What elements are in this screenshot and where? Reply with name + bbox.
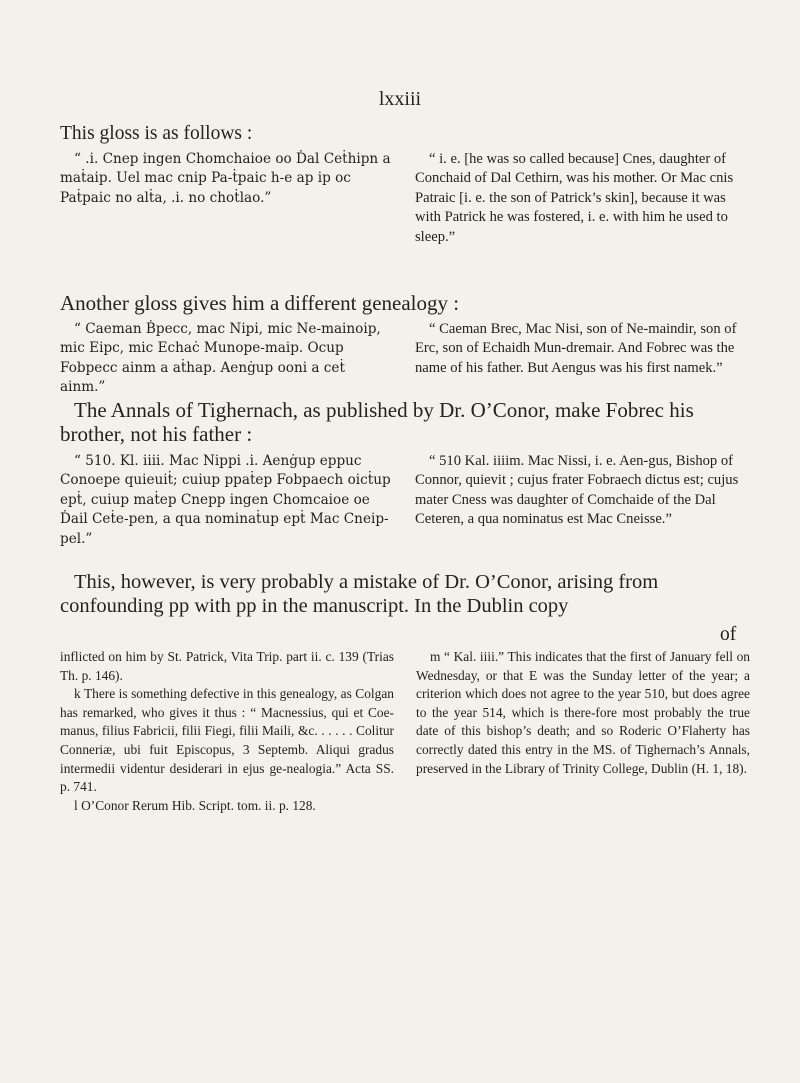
footnote-m: m “ Kal. iiii.” This indicates that the first of January fell on Wednesday, or that E was the Sunday letter of the year; a criterion which does not agree to the year 510, but does agree to the year 514, which is there-fore most probably the true date of this bishop’s death; and so Roderic O’Flaherty has correctly dated this entry in the MS. of Tighernach’s Annals, preserved in the Library of Trinity College, Dublin (H. 1, 18). — [416, 649, 750, 776]
footnotes-right — [416, 648, 750, 815]
gloss-block-1 — [60, 150, 750, 247]
footnotes-left — [60, 648, 394, 815]
english-text-2: “ Caeman Brec, Mac Nisi, son of Ne-maindir, son of Erc, son of Echaidh Mun-dremair. And Fobrec was the name of his father. But Aengus was his first namek.” — [415, 321, 737, 376]
footnote-l: l O’Conor Rerum Hib. Script. tom. ii. p. 128. — [74, 797, 316, 813]
english-text-3: “ 510 Kal. iiiim. Mac Nissi, i. e. Aen-gus, Bishop of Connor, quievit ; cujus frater Fobraech dictus est; cujus mater Cness was daughter of Comchaide of the Dal Ceteren, a qua nominatus est Mac Cneisse.” — [415, 453, 739, 528]
english-text-1: “ i. e. [he was so called because] Cnes, daughter of Conchaid of Dal Cethirn, was his mother. Or Mac cnis Patraic [i. e. the son of Patrick’s skin], because it was with Patrick he was fostered, i. e. with him he used to sleep.” — [415, 151, 734, 245]
irish-text-1: “ .i. Cnep ingen Chomchaioe oo Ḋal Ceṫhipn a maṫaip. Uel mac cnip Pa-ṫpaic h-e ap ip oc Paṫpaic no alṫa, .i. no choṫlao.” — [60, 151, 391, 206]
page-number: lxxiii — [378, 88, 422, 110]
gloss-block-2 — [60, 320, 750, 398]
footnotes — [60, 648, 750, 815]
mistake-paragraph: This, however, is very probably a mistake of Dr. O’Conor, arising from confounding pp with pp in the manuscript. In the Dublin copy — [60, 571, 659, 617]
annals-paragraph: The Annals of Tighernach, as published by Dr. O’Conor, make Fobrec his brother, not his father : — [60, 398, 694, 446]
footnote-continuation: inflicted on him by St. Patrick, Vita Trip. part ii. c. 139 (Trias Th. p. 146). — [60, 649, 394, 683]
irish-text-3: “ 510. Kl. iiii. Mac Nippi .i. Aenġup eppuc Conoepe quieuiṫ; cuiup ppaṫep Fobpaech oicṫup epṫ, cuiup maṫep Cnepp ingen Chomcaioe oe Ḋail Ceṫe-pen, a qua nominaṫup epṫ Mac Cneip-pel.” — [60, 453, 391, 547]
irish-text-2: “ Caeman Ḃpecc, mac Nipi, mic Ne-mainoip, mic Eipc, mic Echaċ Munope-maip. Ocup Fobpecc ainm a aṫhap. Aenġup ooni a ceṫ ainm.” — [60, 321, 381, 396]
footnote-k: k There is something defective in this genealogy, as Colgan has remarked, who gives it thus : “ Macnessius, qui et Coe-manus, filius Fabricii, filii Fiegi, filii Maili, &c. . . . . . Colitur Conneriæ, ubi fuit Episcopus, 3 Septemb. Aliqui gradus intermedii videntur desiderari in ejus ge-nealogia.” Acta SS. p. 741. — [60, 686, 394, 795]
catchword: of — [720, 624, 737, 645]
gloss-block-3 — [60, 452, 750, 549]
heading-genealogy: Another gloss gives him a different genealogy : — [60, 291, 460, 315]
intro-line: This gloss is as follows : — [60, 123, 253, 144]
